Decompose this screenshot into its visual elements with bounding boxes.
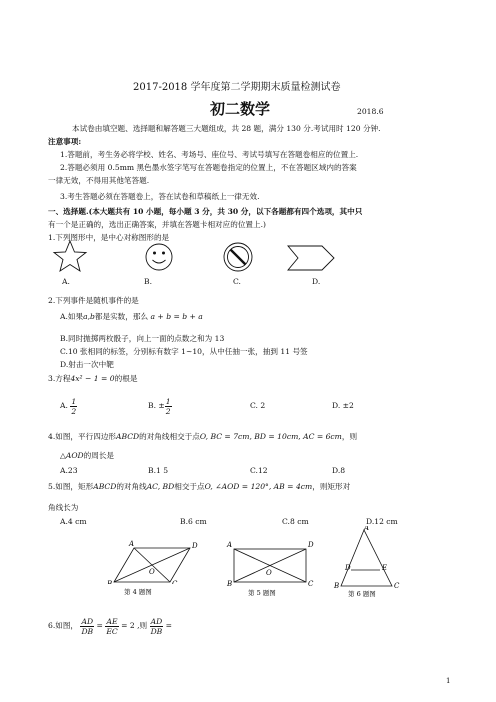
star-shape <box>54 241 86 271</box>
q3-equation: 4x² − 1 = 0 <box>70 374 115 383</box>
figure-5-rectangle <box>234 549 306 582</box>
arrow-shape <box>288 246 334 270</box>
q5-option-d: D.12 cm <box>366 517 398 526</box>
q1-option-d: D. <box>312 277 321 286</box>
q3-stem <box>48 374 137 384</box>
q4-q6-figures <box>96 526 456 598</box>
q6-eq2: = 2 ,则 <box>121 621 148 630</box>
note-3: 3.考生答题必须在答题卷上，答在试卷和草稿纸上一律无效. <box>60 192 260 201</box>
q5-stem-line1 <box>48 482 350 492</box>
fig4-label-a: A <box>129 540 135 548</box>
q3-a-den: 2 <box>71 406 77 416</box>
q5-expr2: O, ∠AOD = 120°, AB = 4cm <box>204 482 313 491</box>
q6-f1-den: DB <box>81 626 94 636</box>
q3-b-sign: ± <box>158 401 165 410</box>
section1-intro-b: 有一个是正确的，选出正确答案，并填在答题卡相对应的位置上.) <box>48 220 266 229</box>
q6-fraction-2 <box>105 617 118 636</box>
q2-a-pre: A.如果 <box>60 312 84 321</box>
fig5-label-a: A <box>227 541 233 549</box>
q6-f3-num: AD <box>150 616 163 626</box>
q2-option-b: B.同时抛掷两枚骰子，向上一面的点数之和为 13 <box>60 334 225 343</box>
q1-option-b: B. <box>144 277 152 286</box>
section1-text: 一、选择题.(本大题共有 10 小题，每小题 3 分，共 30 分，以下各题都有四个选项，其中只 <box>48 207 363 216</box>
q3-option-d: D. ±2 <box>332 401 354 410</box>
page-number: 1 <box>446 677 451 685</box>
q2-stem: 2.下列事件是随机事件的是 <box>48 296 139 305</box>
figure-4-parallelogram <box>114 548 190 582</box>
q2-option-a <box>60 312 203 322</box>
q4-mid: 的对角线相交于点 <box>139 432 200 441</box>
q4-option-c: C.12 <box>250 466 268 475</box>
q4-name: ABCD <box>116 432 140 441</box>
q5-option-a: A.4 cm <box>60 517 87 526</box>
q3-b-den: 2 <box>165 406 171 416</box>
note-2a: 2.答题必须用 0.5mm 黑色墨水签字笔写在答题卷指定的位置上，不在答题区域内的答案 <box>60 163 357 172</box>
notes-heading: 注意事项: <box>48 137 82 146</box>
q5-mid: 的对角线 <box>116 482 147 491</box>
prohibition-shape <box>224 243 252 271</box>
q6-eq1: = <box>96 621 103 630</box>
q5-option-b: B.6 cm <box>180 517 207 526</box>
q6-fraction-3 <box>150 617 164 636</box>
fig4-label-o: O <box>149 568 155 576</box>
q6-pre: 6.如图， <box>48 621 79 630</box>
q3-stem-pre: 3.方程 <box>48 374 71 383</box>
q6-eq3: = <box>165 621 173 630</box>
q6-f1-num: AD <box>81 616 94 626</box>
subject-heading: 初二数学 <box>210 100 271 118</box>
q6-f2-den: EC <box>106 626 118 636</box>
q5-expr: AC, BD <box>146 482 175 491</box>
q1-option-a: A. <box>62 277 70 286</box>
fig6-label-d: D <box>345 564 351 572</box>
q3-a-fraction <box>70 397 77 416</box>
q4-expr: O, BC = 7cm, BD = 10cm, AC = 6cm <box>199 432 342 441</box>
q4-post2: 的周长是 <box>83 451 115 460</box>
q6-f2-num: AE <box>106 616 118 626</box>
q6-stem <box>48 614 172 638</box>
q3-b-fraction <box>165 397 172 416</box>
q4-pre: 4.如图，平行四边形 <box>48 432 116 441</box>
fig5-label-o: O <box>266 569 272 577</box>
figure-6-triangle <box>341 530 392 586</box>
q4-option-d: D.8 <box>332 466 346 475</box>
q3-a-num: 1 <box>71 396 77 406</box>
q6-fraction-1 <box>80 617 94 636</box>
q3-a-label: A. <box>60 401 68 410</box>
fig5-caption: 第 5 题图 <box>248 589 276 597</box>
q2-a-expr: a + b = b + a <box>150 312 203 321</box>
q3-stem-post: 的根是 <box>114 374 138 383</box>
q5-option-c: C.8 cm <box>282 517 309 526</box>
q2-option-c: C.10 张相同的标签，分别标有数字 1~10，从中任抽一张，抽到 11 号签 <box>60 347 308 356</box>
fig4-label-d: D <box>192 542 198 550</box>
q4-stem-line1 <box>48 432 357 442</box>
q3-b-num: 1 <box>165 396 171 406</box>
intro-text: 本试卷由填空题、选择题和解答题三大题组成，共 28 题，满分 130 分.考试用时 120 分钟. <box>72 124 381 133</box>
q2-option-d: D.射击一次中靶 <box>60 360 114 369</box>
q4-option-b: B.1 5 <box>148 466 169 475</box>
section1-intro-a <box>48 207 362 217</box>
q4-option-a: A.23 <box>60 466 78 475</box>
q6-f3-den: DB <box>150 626 163 636</box>
fig5-label-b: B <box>227 580 233 588</box>
q3-option-c: C. 2 <box>250 401 266 410</box>
q2-a-mid: 都是实数，那么 <box>94 312 149 321</box>
fig5-label-d: D <box>308 541 314 549</box>
q1-option-c: C. <box>233 277 241 286</box>
q3-option-b <box>148 396 172 416</box>
q5-pre: 5.如图，矩形 <box>48 482 94 491</box>
q3-b-label: B. <box>148 401 156 410</box>
q1-stem: 1.下列图形中，是中心对称图形的是 <box>48 233 170 242</box>
q5-mid2: 相交于点 <box>174 482 205 491</box>
q5-post: ，则矩形对 <box>312 482 351 491</box>
exam-date: 2018.6 <box>357 107 384 116</box>
q5-stem-line2: 角线长为 <box>48 503 79 512</box>
fig6-label-b: B <box>334 582 340 590</box>
q2-a-vars: a,b <box>83 312 95 321</box>
q1-figures <box>48 238 348 284</box>
q4-post: ，则 <box>341 432 358 441</box>
note-2b: 一律无效，不得用其他笔答题. <box>48 176 150 185</box>
q4-triangle: △AOD <box>60 451 84 460</box>
fig5-label-c: C <box>308 580 314 588</box>
q4-stem-line2 <box>60 451 114 461</box>
fig4-caption: 第 4 题图 <box>124 588 152 596</box>
q3-option-a <box>60 396 77 416</box>
fig6-label-a: A <box>364 526 370 532</box>
smiley-shape <box>146 244 172 270</box>
q5-name: ABCD <box>93 482 117 491</box>
fig6-label-c: C <box>394 582 400 590</box>
exam-title: 2017-2018 学年度第二学期期末质量检测试卷 <box>133 82 341 93</box>
note-1: 1.答题前，考生务必将学校、姓名、考场号、座位号、考试号填写在答题卷相应的位置上. <box>60 150 359 159</box>
fig6-caption: 第 6 题图 <box>348 590 376 598</box>
fig6-label-e: E <box>382 564 388 572</box>
